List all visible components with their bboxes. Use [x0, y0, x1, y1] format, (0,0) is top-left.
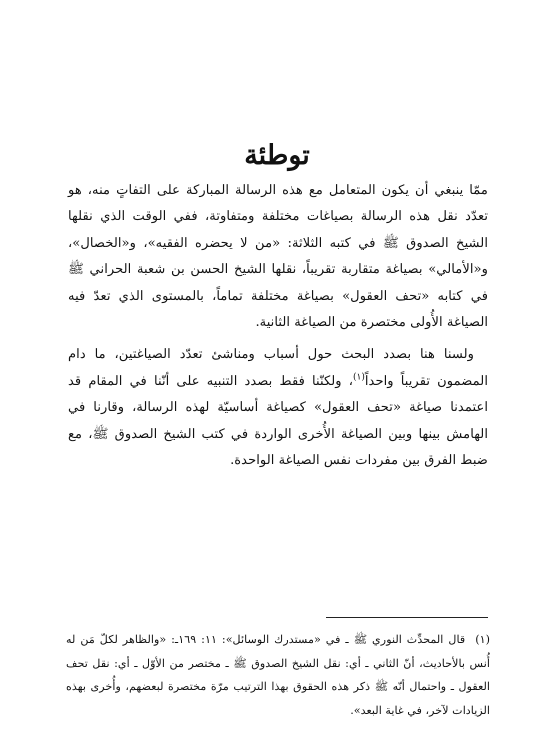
footnote-number: (١): [475, 633, 491, 646]
paragraph-2-end: ، ولكنّنا فقط بصدد التنبيه على أنّنا في المقام قد اعتمدنا صياغة «تحف العقول» كصياغة أساسيّة لهذه الرسالة، وقارنا في الهامش بينها وبين الصياغة الأُخرى الواردة في كتب الشيخ الصدوق ﷺ، مع ضبط الفرق بين مفردات نفس الصياغة الواحدة.: [68, 373, 488, 469]
paragraph-2: [68, 342, 488, 474]
section-title: توطئة: [244, 140, 310, 171]
footnote-reference: (١): [353, 372, 365, 383]
footnote: [66, 628, 490, 722]
paragraph-2-start: ولسنا هنا بصدد البحث حول أسباب ومناشئ تعدّد الصياغتين، ما دام المضمون تقريباً واحداً: [68, 347, 488, 389]
footnote-text: قال المحدِّث النوري ﷺ ـ في «مستدرك الوسائل»: ١١: ١٦٩ـ: «والظاهر لكلّ مَن له أُنس بالأحاديث، أنّ الثاني ـ أي: نقل الشيخ الصدوق ﷺ ـ مختصر من الأوّل ـ أي: نقل تحف العقول ـ واحتمال أنّه ﷺ ذكر هذه الحقوق بهذا الترتيب مرّة مختصرة لبعضهم، وأُخرى بهذه الزيادات لآخر، في غاية البعد».: [66, 633, 490, 717]
paragraph-1: ممّا ينبغي أن يكون المتعامل مع هذه الرسالة المباركة على التفاتٍ منه، هو تعدّد نقل هذه الرسالة بصياغات مختلفة ومتفاوتة، ففي الوقت الذي نقلها الشيخ الصدوق ﷺ في كتبه الثلاثة: «من لا يحضره الفقيه»، و«الخصال»، و«الأمالي» بصياغة متقاربة تقريباً، نقلها الشيخ الحسن بن شعبة الحراني ﷺ في كتابه «تحف العقول» بصياغة مختلفة تماماً، بالمستوى الذي تعدّ فيه الصياغة الأُولى مختصرة من الصياغة الثانية.: [68, 183, 488, 331]
footnote-divider: [326, 617, 488, 618]
body-text: [68, 178, 488, 474]
